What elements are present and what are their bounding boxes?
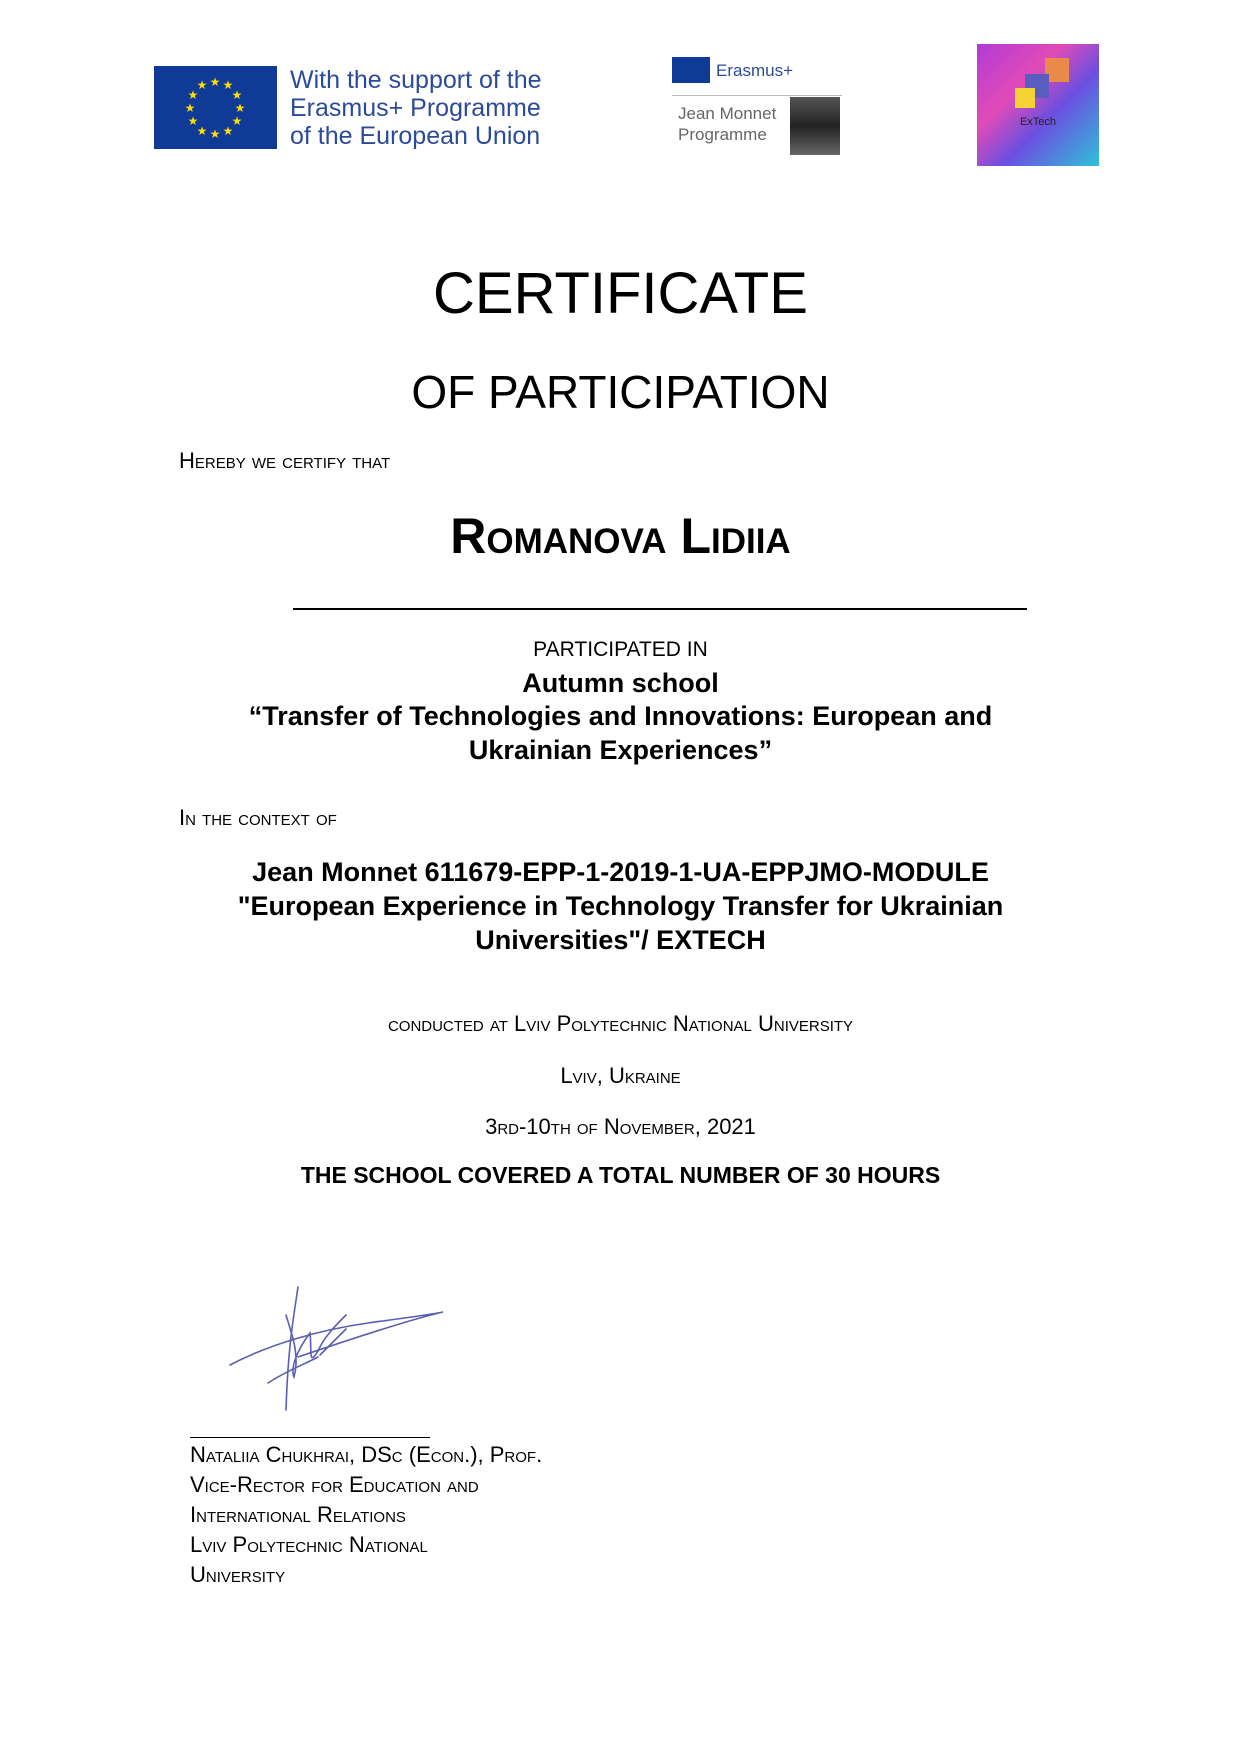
signatory-name: Nataliia Chukhrai, DSc (Econ.), Prof. [190, 1442, 543, 1467]
svg-text:★: ★ [222, 124, 234, 138]
conducted-at: conducted at Lviv Polytechnic National University [387, 1011, 854, 1036]
jean-monnet-line-2: Programme [678, 125, 767, 144]
hereby-text: Hereby we certify that [179, 448, 391, 473]
signatory-position-line-1: Vice-Rector for Education and [190, 1472, 479, 1497]
school-title: “Transfer of Technologies and Innovations: European and Ukrainian Experiences” [248, 701, 993, 765]
svg-text:★: ★ [209, 75, 221, 89]
svg-text:★: ★ [231, 88, 243, 102]
certificate-subtitle: OF PARTICIPATION [411, 366, 830, 418]
dates: 3rd-10th of November, 2021 [485, 1114, 756, 1139]
project-code: Jean Monnet 611679-EPP-1-2019-1-UA-EPPJMO-MODULE [252, 857, 989, 887]
participated-label: PARTICIPATED IN [533, 638, 708, 661]
erasmus-flag-icon [672, 57, 710, 83]
project-title: "European Experience in Technology Transfer for Ukrainian Universities"/ EXTECH [237, 891, 1004, 955]
svg-text:★: ★ [222, 78, 234, 92]
certificate-title: CERTIFICATE [433, 261, 808, 326]
city: Lviv, Ukraine [560, 1063, 681, 1088]
participant-name: Romanova Lidiia [450, 508, 791, 564]
svg-text:★: ★ [187, 88, 199, 102]
total-hours: THE SCHOOL COVERED A TOTAL NUMBER OF 30 HOURS [300, 1162, 941, 1188]
svg-text:★: ★ [196, 124, 208, 138]
eu-support-text [290, 66, 542, 150]
signatory-institution-line-2: University [190, 1562, 286, 1587]
jean-monnet-text [678, 103, 776, 145]
signatory-block [190, 1440, 542, 1590]
jean-monnet-portrait-icon [790, 97, 840, 155]
eu-support-line-1: With the support of the [290, 66, 542, 94]
handwritten-signature [228, 1285, 458, 1415]
jean-monnet-line-1: Jean Monnet [678, 104, 777, 123]
extech-square-yellow [1015, 88, 1035, 108]
eu-support-line-3: of the European Union [290, 122, 541, 150]
extech-label: ExTech [1019, 116, 1057, 128]
signatory-position-line-2: International Relations [190, 1502, 406, 1527]
extech-logo [977, 44, 1099, 166]
erasmus-label: Erasmus+ [716, 61, 793, 80]
eu-stars-icon [154, 66, 277, 149]
signatory-institution-line-1: Lviv Polytechnic National [190, 1532, 428, 1557]
svg-text:★: ★ [231, 114, 243, 128]
svg-text:★: ★ [187, 114, 199, 128]
erasmus-jean-monnet-logo [672, 55, 842, 155]
signature-line [190, 1437, 430, 1438]
svg-text:★: ★ [234, 101, 246, 115]
svg-text:★: ★ [184, 101, 196, 115]
eu-flag-logo [154, 66, 277, 149]
context-label: In the context of [179, 805, 337, 830]
svg-text:★: ★ [196, 78, 208, 92]
name-underline [293, 608, 1027, 610]
eu-support-line-2: Erasmus+ Programme [290, 94, 541, 122]
svg-text:★: ★ [209, 127, 221, 141]
school-name: Autumn school [522, 668, 719, 698]
